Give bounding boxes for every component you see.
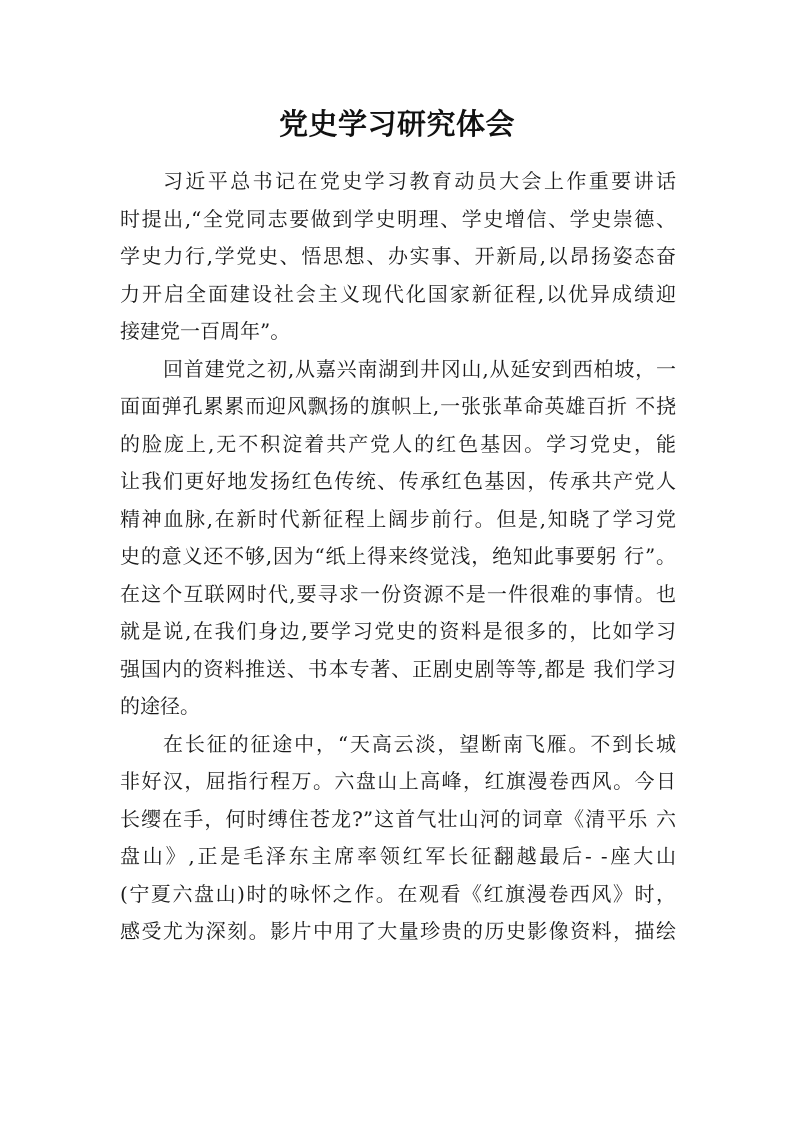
paragraph-line: 时提出,“全党同志要做到学史明理、学史增信、学史崇德、 xyxy=(120,206,676,231)
paragraph-line: 让我们更好地发扬红色传统、传承红色基因，传承共产党人 xyxy=(120,469,676,493)
paragraph-line: 学史力行,学党史、悟思想、办实事、开新局,以昂扬姿态奋 xyxy=(120,244,676,268)
paragraph-line: 非好汉，屈指行程万。六盘山上高峰，红旗漫卷西风。今日 xyxy=(120,769,676,793)
paragraph-line: 习近平总书记在党史学习教育动员大会上作重要讲话 xyxy=(163,169,676,193)
paragraph-line: 回首建党之初,从嘉兴南湖到井冈山,从延安到西柏坡，一 xyxy=(163,356,676,381)
paragraph-line: 在长征的征途中，“天高云淡，望断南飞雁。不到长城 xyxy=(163,731,676,756)
paragraph-line: 长缨在手，何时缚住苍龙?”这首气壮山河的词章《清平乐 六 xyxy=(120,806,676,831)
document-title: 党史学习研究体会 xyxy=(278,107,515,141)
paragraph-line: 史的意义还不够,因为“纸上得来终觉浅，绝知此事要躬 行”。 xyxy=(120,544,676,568)
paragraph-1 xyxy=(120,163,676,351)
paragraph-2 xyxy=(120,351,676,726)
paragraph-line: 力开启全面建设社会主义现代化国家新征程,以优异成绩迎 xyxy=(120,281,676,306)
paragraph-line: 感受尤为深刻。影片中用了大量珍贵的历史影像资料，描绘 xyxy=(120,919,676,943)
paragraph-line: 的途径。 xyxy=(120,694,200,718)
paragraph-line: 在这个互联网时代,要寻求一份资源不是一件很难的事情。也 xyxy=(120,581,676,606)
document-body xyxy=(120,163,676,951)
paragraph-3 xyxy=(120,726,676,951)
paragraph-line: 盘山》,正是毛泽东主席率领红军长征翻越最后- -座大山 xyxy=(120,844,676,868)
paragraph-line: 接建党一百周年”。 xyxy=(120,319,291,343)
paragraph-line: 强国内的资料推送、书本专著、正剧史剧等等,都是 我们学习 xyxy=(120,656,676,681)
paragraph-line: 精神血脉,在新时代新征程上阔步前行。但是,知晓了学习党 xyxy=(120,506,676,531)
paragraph-line: 就是说,在我们身边,要学习党史的资料是很多的，比如学习 xyxy=(120,619,676,643)
paragraph-line: 面面弹孔累累而迎风飘扬的旗帜上,一张张革命英雄百折 不挠 xyxy=(120,394,676,418)
paragraph-line: (宁夏六盘山)时的咏怀之作。在观看《红旗漫卷西风》时， xyxy=(120,881,676,906)
paragraph-line: 的脸庞上,无不积淀着共产党人的红色基因。学习党史，能 xyxy=(120,431,676,456)
